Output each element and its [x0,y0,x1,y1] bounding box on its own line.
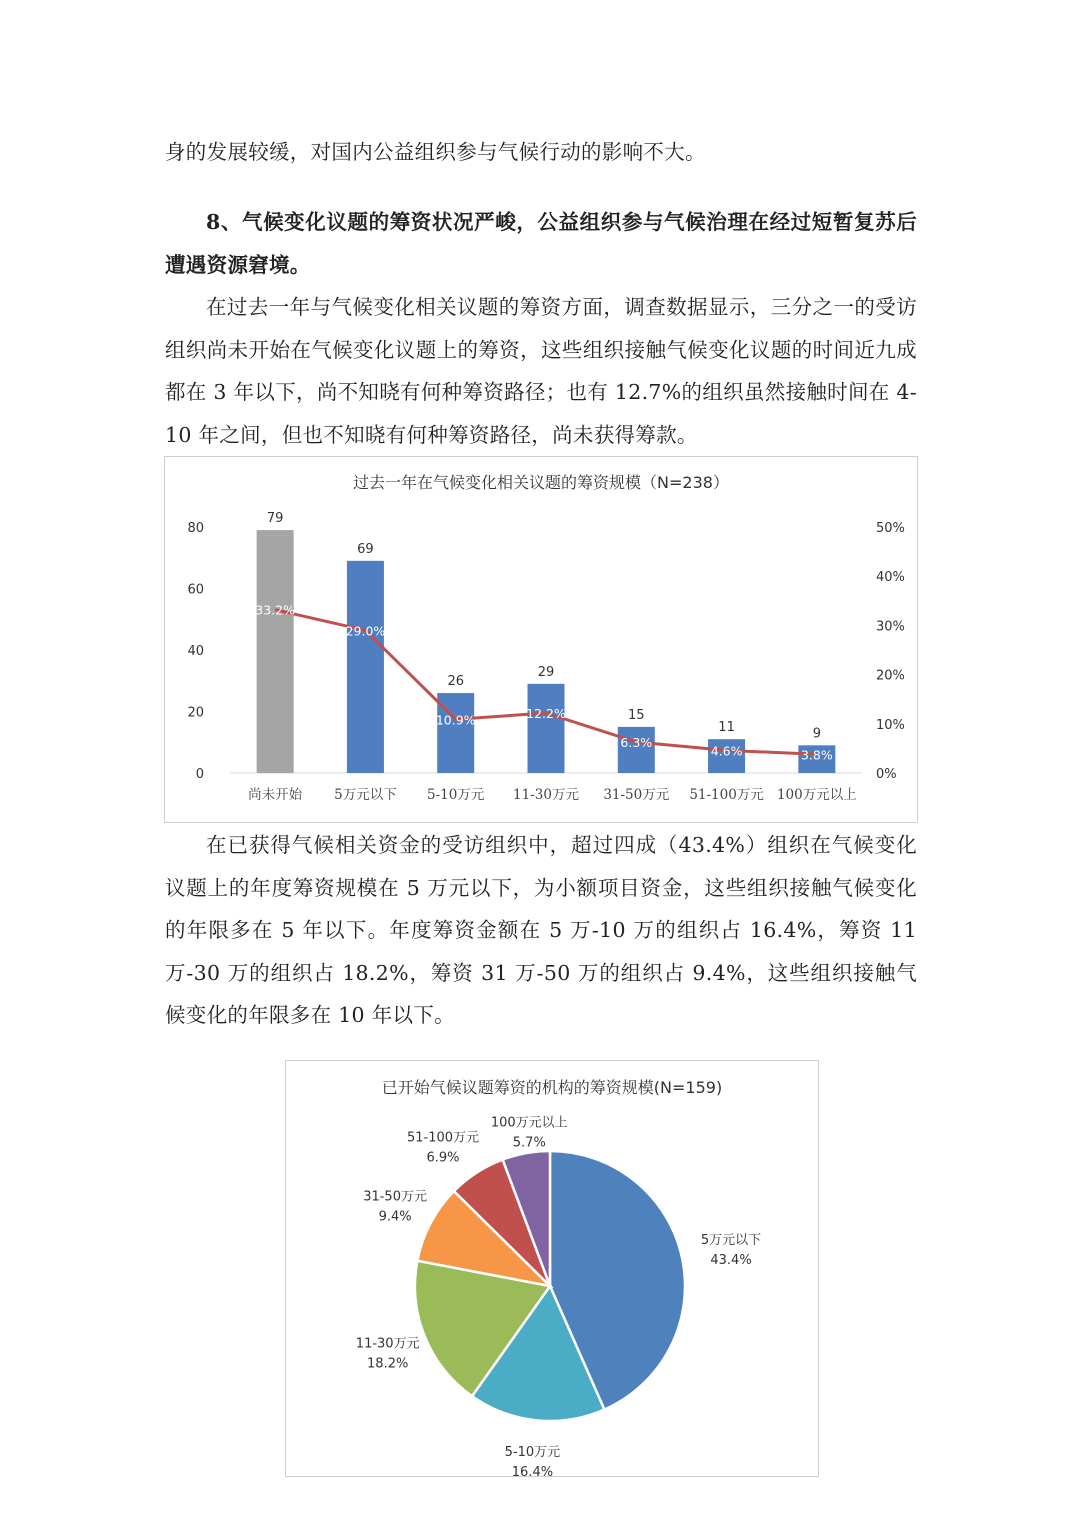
y2-axis-tick-label: 50% [876,521,905,536]
category-label: 5-10万元 [427,787,485,803]
pie-category-label: 5万元以下 [700,1232,762,1248]
bar [528,684,565,773]
bar-line-chart [165,457,917,822]
category-label: 51-100万元 [689,787,764,803]
bar-value-label: 11 [718,720,735,736]
bar-chart-container [164,456,918,823]
paragraph-scale: 在已获得气候相关资金的受访组织中，超过四成（43.4%）组织在气候变化议题上的年度筹资规模在 5 万元以下，为小额项目资金，这些组织接触气候变化的年限多在 5 年以下。年度筹资金额在 5 万-10 万的组织占 16.4%，筹资 11 万-30 万的组织占 18.2%，筹资 31 万-50 万的组织占 9.4%，这些组织接触气候变化的年限多在 10 年以下。 [165,833,917,1027]
line-percent-label: 33.2% [255,602,296,618]
category-label: 5万元以下 [334,787,397,803]
pie-category-label: 31-50万元 [363,1189,427,1205]
paragraph-intro: 身的发展较缓，对国内公益组织参与气候行动的影响不大。 [165,140,706,164]
pie-category-label: 51-100万元 [406,1130,480,1146]
y-axis-tick-label: 60 [187,582,204,598]
pie-category-label: 100万元以上 [490,1115,568,1131]
line-percent-label: 12.2% [526,705,566,721]
y2-axis-tick-label: 0% [876,767,897,782]
category-label: 11-30万元 [513,787,579,803]
line-percent-label: 3.8% [800,747,833,763]
pie-chart-title: 已开始气候议题筹资的机构的筹资规模(N=159) [381,1078,723,1097]
bar-value-label: 26 [447,674,464,690]
bar-value-label: 9 [812,726,821,742]
pie-category-label: 5-10万元 [504,1445,561,1461]
bar [347,561,384,773]
category-label: 31-50万元 [603,787,670,803]
pie-chart-container [285,1060,819,1477]
y-axis-tick-label: 80 [187,521,204,536]
pie-percent-label: 9.4% [378,1209,412,1225]
bar [257,530,294,773]
y-axis-tick-label: 40 [187,644,204,659]
pie-percent-label: 16.4% [511,1465,554,1476]
paragraph-funding: 在过去一年与气候变化相关议题的筹资方面，调查数据显示，三分之一的受访组织尚未开始在气候变化议题上的筹资，这些组织接触气候变化议题的时间近九成都在 3 年以下，尚不知晓有何种筹资路径；也有 12.7%的组织虽然接触时间在 4-10 年之间，但也不知晓有何种筹资路径，尚未获得筹款。 [165,295,917,447]
pie-chart [286,1061,818,1476]
y2-axis-tick-label: 40% [876,570,905,586]
pie-category-label: 11-30万元 [355,1336,420,1352]
pie-percent-label: 43.4% [710,1252,752,1268]
line-percent-label: 6.3% [620,735,653,751]
pie-percent-label: 6.9% [426,1150,460,1166]
section-heading: 8、气候变化议题的筹资状况严峻，公益组织参与气候治理在经过短暂复苏后遭遇资源窘境。 [165,210,917,277]
bar-chart-title: 过去一年在气候变化相关议题的筹资规模（N=238） [353,473,729,492]
line-percent-label: 10.9% [435,712,476,728]
category-label: 尚未开始 [248,787,303,803]
y2-axis-tick-label: 20% [876,668,905,684]
category-label: 100万元以上 [776,787,857,803]
pie-percent-label: 5.7% [512,1135,546,1151]
bar-value-label: 69 [357,541,374,557]
y-axis-tick-label: 20 [187,705,204,721]
line-percent-label: 4.6% [710,743,743,759]
bar-value-label: 15 [628,707,645,723]
bar-value-label: 29 [537,664,555,680]
y-axis-tick-label: 0 [195,767,204,782]
line-percent-label: 29.0% [345,623,386,639]
bar-value-label: 79 [266,511,284,527]
pie-percent-label: 18.2% [367,1356,409,1372]
y2-axis-tick-label: 30% [876,619,905,635]
y2-axis-tick-label: 10% [876,717,905,733]
